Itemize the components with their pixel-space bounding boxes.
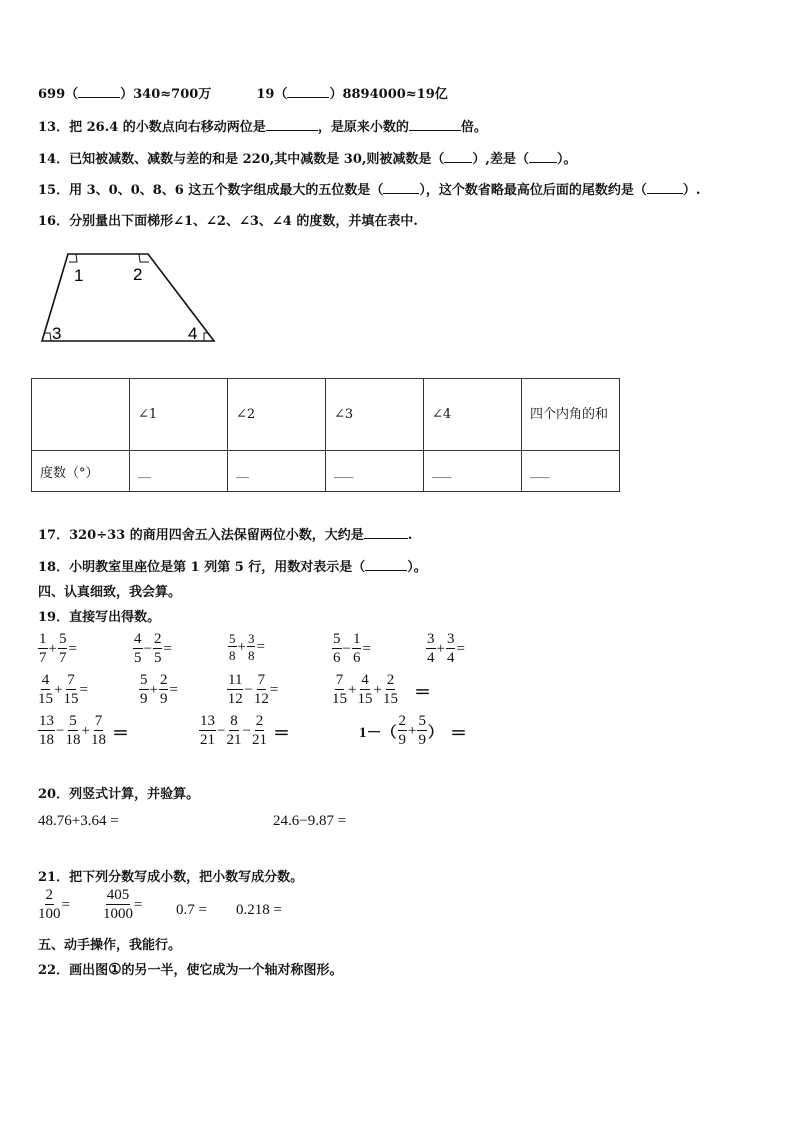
angle-table-corner — [32, 379, 130, 451]
q13-line — [38, 116, 487, 135]
calc-r1-4: $\frac{5}{6}$ − $\frac{1}{6}$ = — [333, 631, 371, 666]
fraction: $\frac{13}{18}$ — [39, 713, 54, 748]
fraction: $\frac{1}{7}$ — [39, 631, 47, 666]
q21-expr-2: $\frac{405}{1000}$ = — [103, 887, 143, 922]
q14-line — [38, 148, 576, 167]
calc-r3-1: $\frac{13}{18}$ − $\frac{5}{18}$ + $\frac{7}{18}$ ＝ — [39, 713, 129, 748]
fraction: $\frac{7}{18}$ — [90, 713, 106, 748]
q14-text-post: ）。 — [556, 152, 577, 167]
q19-text: 19．直接写出得数。 — [38, 610, 161, 625]
calc-r2-2: $\frac{5}{9}$ + $\frac{2}{9}$ = — [140, 672, 178, 707]
fraction: $\frac{3}{4}$ — [446, 631, 455, 666]
fraction: $\frac{13}{21}$ — [200, 713, 215, 748]
q13-text-mid: ，是原来小数的 — [317, 120, 409, 135]
calc-r2-4: $\frac{7}{15}$ + $\frac{4}{15}$ + $\frac{2}{15}$ ＝ — [332, 672, 431, 707]
fraction: $\frac{5}{18}$ — [65, 713, 81, 748]
q17-blank[interactable] — [364, 538, 408, 539]
q18-blank[interactable] — [365, 570, 407, 571]
q14-text-pre: 14．已知被减数、减数与差的和是 220,其中减数是 30,则被减数是（ — [38, 152, 445, 167]
q12-part1-pre: 699（ — [38, 87, 79, 102]
fraction: $\frac{2}{9}$ — [159, 672, 168, 707]
q20-expr-2: 24.6−9.87 = — [273, 813, 347, 829]
q15-text-pre: 15．用 3、0、0、8、6 这五个数字组成最大的五位数是（ — [38, 183, 384, 198]
angle-table-cell[interactable]: __ — [130, 451, 228, 492]
section-5-heading — [38, 934, 181, 953]
fraction: $\frac{5}{8}$ — [229, 631, 236, 663]
calc-r3-2: $\frac{13}{21}$ − $\frac{8}{21}$ − $\frac{2}{21}$ ＝ — [200, 713, 290, 748]
q21-expr-1: $\frac{2}{100}$ = — [38, 887, 70, 922]
q14-text-mid: ）,差是（ — [472, 152, 529, 167]
calc-r2-3: $\frac{11}{12}$ − $\frac{7}{12}$ = — [227, 672, 279, 707]
q21-expr-4: 0.218 = — [236, 902, 282, 918]
angle-table — [31, 378, 620, 492]
q13-text-pre: 13．把 26.4 的小数点向右移动两位是 — [38, 120, 266, 135]
section-5-text: 五、动手操作，我能行。 — [38, 938, 182, 953]
angle-table-header: ∠3 — [326, 379, 424, 451]
angle-label-4: 4 — [188, 324, 198, 343]
q19-line — [38, 606, 160, 625]
fraction: $\frac{405}{1000}$ — [103, 887, 133, 922]
q13-text-post: 倍。 — [460, 120, 487, 135]
q12-blank-1[interactable] — [78, 97, 120, 98]
fraction: $\frac{4}{15}$ — [38, 672, 53, 707]
q18-text-pre: 18．小明教室里座位是第 1 列第 5 行，用数对表示是（ — [38, 560, 366, 575]
angle-table-cell[interactable]: ___ — [522, 451, 620, 492]
trapezoid-figure — [38, 248, 220, 348]
q18-line — [38, 556, 427, 575]
calc-r1-1: $\frac{1}{7}$ + $\frac{5}{7}$ = — [39, 631, 77, 666]
q18-text-post: ）。 — [407, 560, 427, 575]
calc-r1-3: $\frac{5}{8}$ + $\frac{3}{8}$ = — [229, 631, 265, 663]
fraction: $\frac{2}{21}$ — [251, 713, 267, 748]
angle-table-cell[interactable]: ___ — [424, 451, 522, 492]
angle-table-header: ∠1 — [130, 379, 228, 451]
fraction: $\frac{11}{12}$ — [227, 672, 243, 707]
q22-line — [38, 959, 343, 978]
angle-table-header-row — [32, 379, 620, 451]
q12-line — [38, 83, 448, 102]
q16-line — [38, 210, 418, 229]
fraction: $\frac{3}{8}$ — [247, 631, 255, 663]
q12-blank-2[interactable] — [287, 97, 329, 98]
q21-line — [38, 866, 303, 885]
section-4-text: 四、认真细致，我会算。 — [38, 585, 182, 600]
q20-line — [38, 783, 199, 802]
calc-r1-5: $\frac{3}{4}$ + $\frac{3}{4}$ = — [427, 631, 465, 666]
fraction: $\frac{2}{15}$ — [382, 672, 398, 707]
angle-table-row-label: 度数（°） — [32, 451, 130, 492]
angle-table-header-sum: 四个内角的和 — [522, 379, 620, 451]
fraction: $\frac{1}{6}$ — [352, 631, 361, 666]
q22-text-pre: 22．画出图 — [38, 963, 109, 978]
angle-table-cell[interactable]: __ — [228, 451, 326, 492]
q15-text-post: ）. — [682, 183, 701, 198]
fraction: $\frac{5}{6}$ — [333, 631, 341, 666]
calc-r1-2: $\frac{4}{5}$ − $\frac{2}{5}$ = — [134, 631, 172, 666]
q17-text-pre: 17．320÷33 的商用四舍五入法保留两位小数，大约是 — [38, 528, 364, 543]
angle-label-1: 1 — [74, 266, 84, 285]
fraction: $\frac{5}{9}$ — [418, 713, 426, 748]
q15-line — [38, 179, 700, 198]
fraction: $\frac{4}{15}$ — [357, 672, 373, 707]
fraction: $\frac{7}{15}$ — [63, 672, 79, 707]
angle-table-header: ∠4 — [424, 379, 522, 451]
q16-text: 16．分别量出下面梯形∠1、∠2、∠3、∠4 的度数，并填在表中. — [38, 214, 418, 229]
q20-expr-1: 48.76+3.64 = — [38, 813, 119, 829]
q12-part1-post: ）340≈700万 — [120, 87, 212, 102]
fraction: $\frac{2}{5}$ — [153, 631, 162, 666]
fraction: $\frac{2}{9}$ — [398, 713, 407, 748]
angle-label-3: 3 — [52, 324, 62, 343]
q12-part2-pre: 19（ — [256, 87, 288, 102]
q13-blank-2[interactable] — [409, 130, 461, 131]
q21-text: 21．把下列分数写成小数，把小数写成分数。 — [38, 870, 304, 885]
q14-blank-1[interactable] — [444, 162, 472, 163]
q17-text-post: . — [407, 528, 413, 543]
fraction: $\frac{3}{4}$ — [427, 631, 435, 666]
circled-one-icon: ① — [108, 960, 122, 978]
q15-text-mid: ），这个数省略最高位后面的尾数约是（ — [419, 183, 647, 198]
fraction: $\frac{5}{9}$ — [140, 672, 148, 707]
q12-part2-post: ）8894000≈19亿 — [329, 87, 448, 102]
q17-line — [38, 524, 412, 543]
fraction: $\frac{2}{100}$ — [38, 887, 61, 922]
fraction: $\frac{8}{21}$ — [226, 713, 242, 748]
angle-table-value-row — [32, 451, 620, 492]
angle-label-2: 2 — [133, 265, 143, 284]
angle-table-header: ∠2 — [228, 379, 326, 451]
q20-text: 20．列竖式计算，并验算。 — [38, 787, 200, 802]
q13-blank-1[interactable] — [266, 130, 318, 131]
angle-table-cell[interactable]: ___ — [326, 451, 424, 492]
q15-blank-2[interactable] — [647, 193, 683, 194]
fraction: $\frac{4}{5}$ — [134, 631, 142, 666]
fraction: $\frac{7}{12}$ — [253, 672, 269, 707]
q21-expr-3: 0.7 = — [176, 902, 207, 918]
q22-text-post: 的另一半，使它成为一个轴对称图形。 — [121, 963, 343, 978]
fraction: $\frac{7}{15}$ — [332, 672, 347, 707]
q15-blank-1[interactable] — [383, 193, 419, 194]
section-4-heading — [38, 581, 181, 600]
calc-r3-3: 1－（ $\frac{2}{9}$ + $\frac{5}{9}$ ） ＝ — [359, 713, 467, 748]
fraction: $\frac{5}{7}$ — [58, 631, 67, 666]
q14-blank-2[interactable] — [529, 162, 557, 163]
calc-r2-1: $\frac{4}{15}$ + $\frac{7}{15}$ = — [38, 672, 88, 707]
